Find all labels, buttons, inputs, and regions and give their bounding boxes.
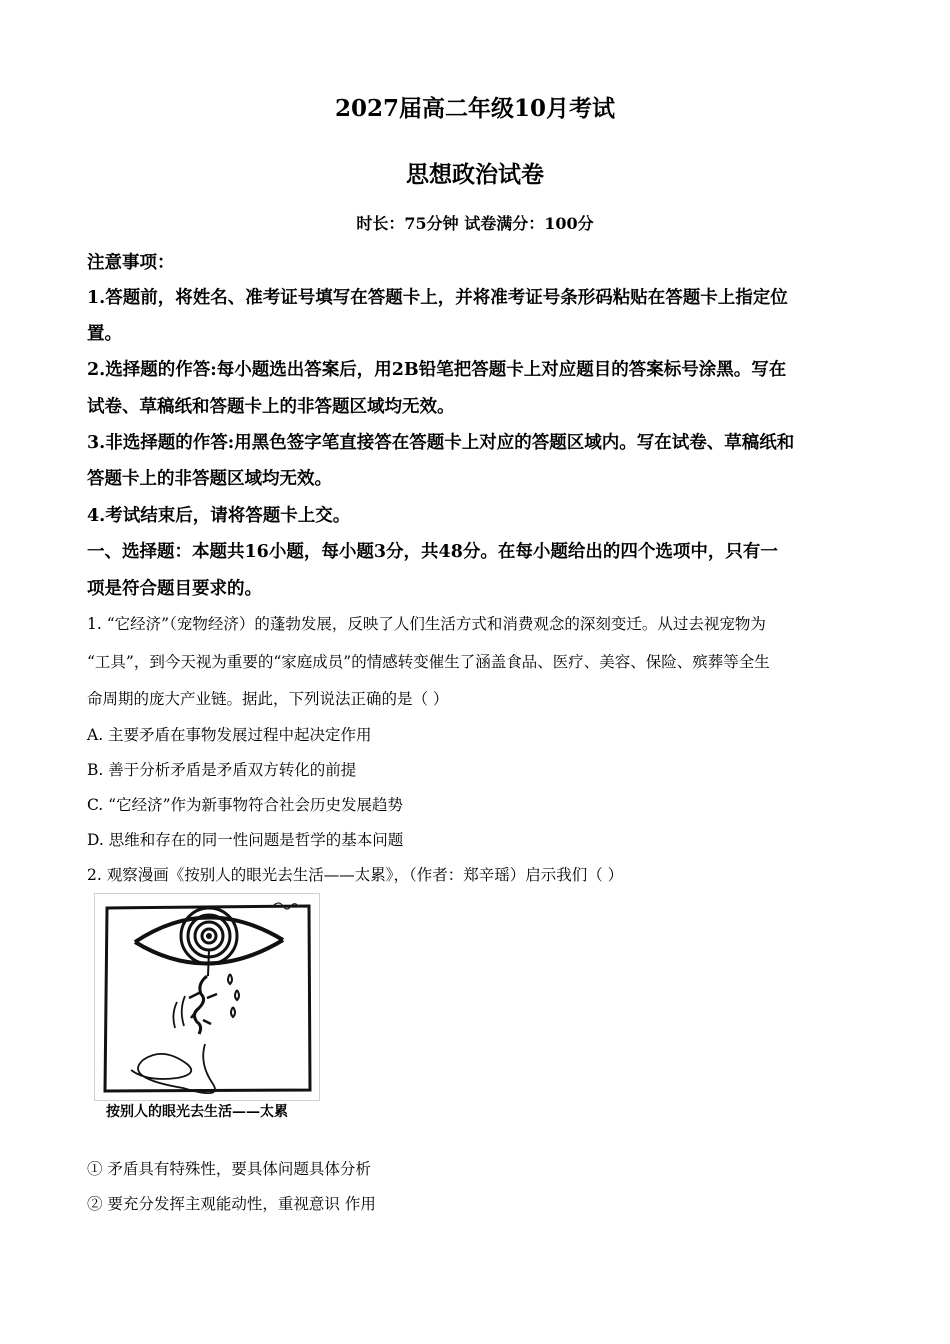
q1-stem-line: 命周期的庞大产业链。据此，下列说法正确的是（ ） [87,690,449,708]
cartoon-image [94,893,320,1101]
note-line: 1.答题前，将姓名、准考证号填写在答题卡上，并将准考证号条形码粘贴在答题卡上指定位 [87,288,788,308]
note-line: 2.选择题的作答:每小题选出答案后，用2B铅笔把答题卡上对应题目的答案标号涂黑。写在 [87,360,787,380]
note-line: 4.考试结束后，请将答题卡上交。 [87,506,351,526]
note-line: 试卷、草稿纸和答题卡上的非答题区域均无效。 [87,397,455,417]
cartoon-caption: 按别人的眼光去生活——太累 [106,1104,288,1120]
cartoon-drawing [95,894,319,1100]
exam-title: 2027届高二年级10月考试 [334,95,616,122]
section-heading: 项是符合题目要求的。 [87,579,262,599]
q2-option-2: ② 要充分发挥主观能动性，重视意识 作用 [87,1195,376,1213]
exam-meta: 时长：75分钟 试卷满分：100分 [356,214,594,233]
q1-stem-line: “工具”，到今天视为重要的“家庭成员”的情感转变催生了涵盖食品、医疗、美容、保险、殡葬等全生 [87,653,770,671]
q1-option-b: B. 善于分析矛盾是矛盾双方转化的前提 [87,761,357,779]
q1-option-d: D. 思维和存在的同一性问题是哲学的基本问题 [87,831,404,849]
note-line: 3.非选择题的作答:用黑色签字笔直接答在答题卡上对应的答题区域内。写在试卷、草稿纸和 [87,433,795,453]
note-line: 答题卡上的非答题区域均无效。 [87,469,332,489]
q1-option-a: A. 主要矛盾在事物发展过程中起决定作用 [87,726,372,744]
q2-option-1: ① 矛盾具有特殊性，要具体问题具体分析 [87,1160,371,1178]
exam-subtitle: 思想政治试卷 [406,161,544,188]
q1-option-c: C. “它经济”作为新事物符合社会历史发展趋势 [87,796,404,814]
q1-stem-line: 1. “它经济”（宠物经济）的蓬勃发展，反映了人们生活方式和消费观念的深刻变迁。从过去视宠物为 [87,615,766,633]
q2-stem: 2. 观察漫画《按别人的眼光去生活——太累》，（作者：郑辛瑶）启示我们（ ） [87,866,624,884]
section-heading: 一、选择题：本题共16小题，每小题3分，共48分。在每小题给出的四个选项中，只有一 [87,542,778,562]
note-line: 置。 [87,324,122,344]
notes-heading: 注意事项： [87,253,175,273]
